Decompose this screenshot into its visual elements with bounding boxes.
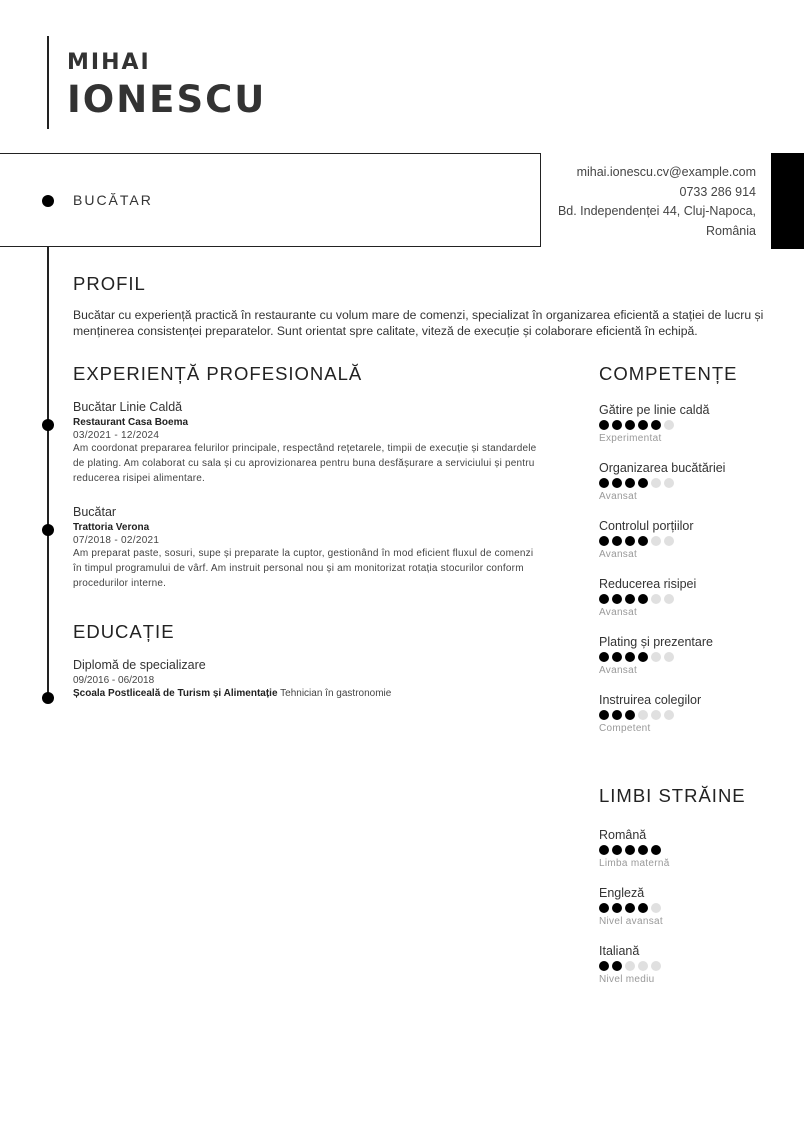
language-item [599,944,670,1002]
language-level: Nivel mediu [599,974,655,985]
skill-rating-dot [651,652,661,662]
skill-rating-dot [651,478,661,488]
language-rating-dots [599,961,670,971]
skill-rating-dot [638,536,648,546]
skill-rating-dots [599,594,725,604]
skill-rating-dot [625,536,635,546]
language-rating-dot [625,903,635,913]
language-item [599,828,670,886]
timeline-dot-education [42,692,54,704]
skill-rating-dot [664,478,674,488]
timeline-dot-job-1 [42,419,54,431]
language-rating-dot [599,845,609,855]
profile-text: Bucătar cu experiență practică în restaurante cu volum mare de comenzi, specializat în organizarea eficientă a stației de lucru și menținerea consistenței preparatelor. Sunt orientat spre calitate, viteză de execuție și colaborare eficientă în echipă. [73,308,764,338]
skill-rating-dot [599,478,609,488]
contact-address: Bd. Independenței 44, Cluj-Napoca, România [557,204,756,238]
languages-heading: LIMBI STRĂINE [599,785,746,806]
language-rating-dots [599,845,670,855]
education-qualification: Tehnician în gastronomie [280,688,392,699]
language-level: Nivel avansat [599,916,663,927]
skill-rating-dot [638,594,648,604]
education-heading: EDUCAȚIE [73,621,175,642]
job-company: Trattoria Verona [73,522,150,533]
languages-list [599,828,670,1002]
skill-rating-dot [599,594,609,604]
skill-rating-dot [638,420,648,430]
language-rating-dot [612,845,622,855]
skill-level: Avansat [599,607,638,618]
profile-heading: PROFIL [73,273,146,294]
language-item [599,886,670,944]
skill-item [599,577,725,635]
skill-name: Controlul porțiilor [599,519,694,533]
name-accent-bar [47,36,49,129]
last-name: IONESCU [67,78,267,121]
language-rating-dot [638,903,648,913]
language-rating-dot [612,961,622,971]
skill-item [599,403,725,461]
job-title-dot [42,195,54,207]
skill-level: Avansat [599,665,638,676]
skill-rating-dot [612,478,622,488]
decorative-black-block [771,153,804,249]
skill-level: Avansat [599,491,638,502]
language-rating-dot [625,845,635,855]
first-name: MIHAI [67,50,151,75]
skill-level: Avansat [599,549,638,560]
skill-rating-dot [638,710,648,720]
skill-rating-dot [625,710,635,720]
skill-rating-dot [664,594,674,604]
skill-rating-dot [625,420,635,430]
skill-rating-dot [599,652,609,662]
language-rating-dot [651,961,661,971]
skill-rating-dot [664,536,674,546]
skill-item [599,693,725,751]
language-name: Română [599,828,647,842]
skills-list [599,403,725,751]
language-rating-dot [638,961,648,971]
skill-rating-dots [599,478,725,488]
skill-name: Instruirea colegilor [599,693,702,707]
contact-block [556,163,756,241]
job-role: Bucătar Linie Caldă [73,400,183,414]
education-degree: Diplomă de specializare [73,658,206,672]
skill-rating-dot [664,420,674,430]
skill-rating-dot [612,594,622,604]
skill-rating-dot [599,420,609,430]
skill-rating-dots [599,420,725,430]
job-title: BUCĂTAR [73,192,153,208]
timeline-dot-job-2 [42,524,54,536]
skill-rating-dot [625,594,635,604]
job-dates: 03/2021 - 12/2024 [73,430,160,441]
skill-rating-dot [664,652,674,662]
skill-rating-dot [625,478,635,488]
education-school-line [73,688,391,699]
skill-item [599,461,725,519]
skill-name: Organizarea bucătăriei [599,461,726,475]
skill-rating-dots [599,652,725,662]
language-name: Engleză [599,886,645,900]
job-entry [73,505,543,592]
job-description: Am coordonat prepararea felurilor principale, respectând rețetarele, timpii de execuție și standardele de plating. Am colaborat cu sala și cu aprovizionarea pentru buna desfășurare a serviciului și pentru reducerea risipei alimentare. [73,443,537,485]
skill-rating-dot [612,652,622,662]
skill-rating-dot [599,536,609,546]
experience-heading: EXPERIENȚĂ PROFESIONALĂ [73,363,363,384]
job-role: Bucătar [73,505,117,519]
skill-rating-dot [651,594,661,604]
skill-rating-dot [651,536,661,546]
language-level: Limba maternă [599,858,670,869]
skill-rating-dot [625,652,635,662]
language-name: Italiană [599,944,640,958]
language-rating-dot [612,903,622,913]
skill-rating-dot [612,710,622,720]
skill-rating-dot [612,536,622,546]
skill-name: Gătire pe linie caldă [599,403,710,417]
language-rating-dot [638,845,648,855]
skill-rating-dot [664,710,674,720]
skill-name: Plating și prezentare [599,635,713,649]
contact-email[interactable]: mihai.ionescu.cv@example.com [576,165,756,179]
skill-rating-dot [651,420,661,430]
skills-heading: COMPETENȚE [599,363,738,384]
skill-level: Competent [599,723,651,734]
language-rating-dots [599,903,670,913]
job-entry [73,400,543,487]
skill-rating-dot [612,420,622,430]
skill-level: Experimentat [599,433,662,444]
language-rating-dot [599,961,609,971]
job-description: Am preparat paste, sosuri, supe și preparate la cuptor, gestionând în mod eficient fluxul de comenzi în timpul programului de vârf. Am instruit personal nou și am monitorizat rotația stocurilor conform procedurilor interne. [73,548,534,590]
language-rating-dot [651,845,661,855]
contact-phone[interactable]: 0733 286 914 [679,184,756,199]
skill-item [599,519,725,577]
skill-rating-dot [599,710,609,720]
job-dates: 07/2018 - 02/2021 [73,535,160,546]
skill-item [599,635,725,693]
language-rating-dot [625,961,635,971]
language-rating-dot [599,903,609,913]
education-dates: 09/2016 - 06/2018 [73,675,155,686]
skill-rating-dots [599,710,725,720]
skill-rating-dot [651,710,661,720]
skill-rating-dots [599,536,725,546]
timeline-line [47,247,49,698]
skill-name: Reducerea risipei [599,577,697,591]
education-entry [73,658,391,699]
job-company: Restaurant Casa Boema [73,417,189,428]
skill-rating-dot [638,478,648,488]
education-school: Școala Postliceală de Turism și Alimentație [73,688,278,699]
skill-rating-dot [638,652,648,662]
language-rating-dot [651,903,661,913]
